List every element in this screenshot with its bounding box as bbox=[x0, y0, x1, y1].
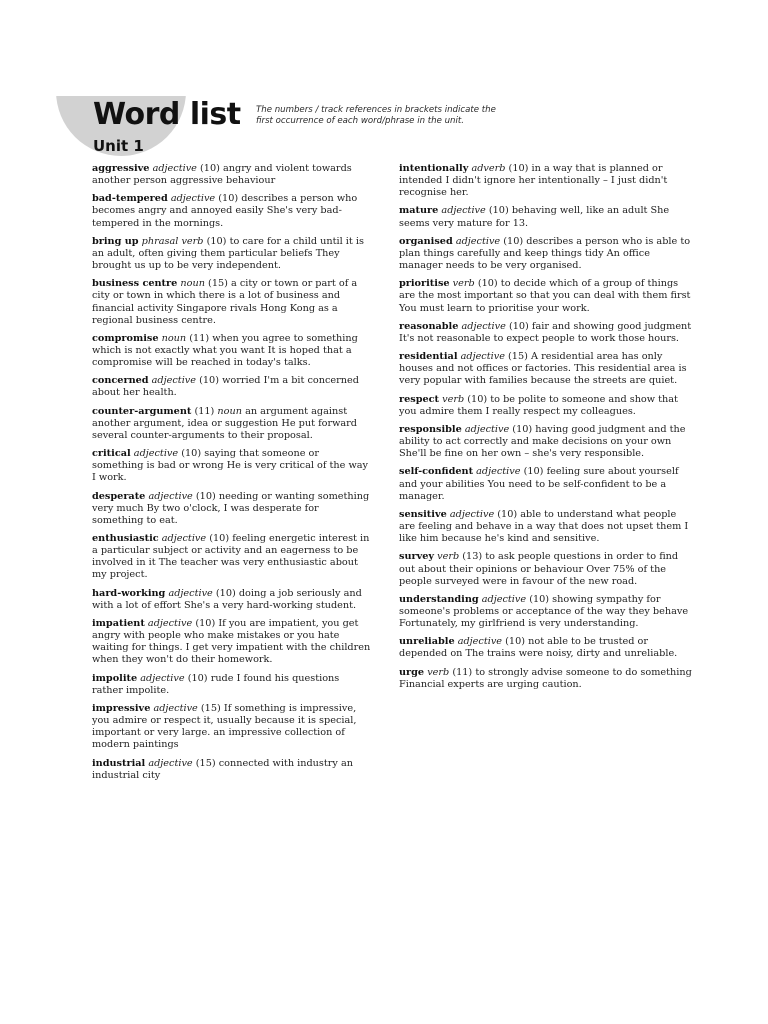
entry-definition: able to understand what people are feeling and behave in a way that does not upset them bbox=[399, 508, 682, 533]
entry-word: industrial bbox=[92, 757, 146, 769]
decorative-mask-left bbox=[0, 0, 56, 200]
entry-ref: (10) bbox=[503, 235, 524, 247]
entry-definition: worried bbox=[222, 375, 261, 387]
word-entry bbox=[92, 533, 372, 581]
word-entry bbox=[92, 618, 372, 666]
entry-word: respect bbox=[399, 393, 440, 405]
entry-ref: (10) bbox=[477, 278, 498, 290]
word-entry bbox=[399, 321, 695, 345]
word-entry bbox=[399, 394, 695, 418]
entry-pos: adjective bbox=[168, 587, 213, 599]
entry-word: urge bbox=[399, 666, 425, 678]
word-entry bbox=[399, 278, 695, 314]
entry-pos: adjective bbox=[441, 205, 486, 217]
entry-example: He put forward several counter-arguments to their proposal. bbox=[92, 417, 358, 441]
entry-ref: (10) bbox=[181, 448, 202, 460]
entry-ref: (10) bbox=[529, 593, 550, 605]
entry-definition: If you are impatient, you get angry with people who make mistakes or you hate waiting for things. bbox=[92, 618, 359, 654]
word-entry bbox=[92, 588, 372, 612]
entry-pos: noun bbox=[180, 278, 205, 290]
entry-ref: (10) bbox=[206, 235, 227, 247]
word-entry bbox=[399, 466, 695, 502]
entry-definition: rude bbox=[210, 672, 234, 684]
entry-example: I get very impatient with the children when they won't do their homework. bbox=[92, 642, 371, 666]
entry-pos: adjective bbox=[170, 193, 216, 205]
entry-pos: verb bbox=[442, 393, 465, 405]
entry-definition: to care for a child until it is an adult, often giving them particular beliefs bbox=[92, 235, 364, 259]
entry-word: critical bbox=[92, 448, 131, 460]
entry-word: mature bbox=[399, 205, 439, 217]
entry-ref: (11) bbox=[189, 332, 210, 344]
entry-example: I didn't ignore her intentionally – I just didn't recognise her. bbox=[399, 175, 668, 199]
entry-example: An office manager needs to be very organised. bbox=[399, 247, 650, 272]
entry-pos: adjective bbox=[133, 448, 179, 460]
word-entry bbox=[399, 351, 695, 387]
entry-definition: in a way that is planned or intended bbox=[399, 163, 663, 187]
entry-pos: adjective bbox=[449, 508, 495, 520]
entry-ref: (10) bbox=[505, 636, 526, 648]
page-title: Word list bbox=[93, 97, 241, 132]
entry-example: I like him because he's kind and sensitive. bbox=[399, 521, 689, 545]
entry-example: Singapore rivals Hong Kong as a regional business centre. bbox=[92, 302, 338, 326]
entry-ref: (10) bbox=[209, 533, 230, 545]
entry-definition: having good judgment and the ability to act correctly and make decisions on your own bbox=[399, 424, 686, 448]
entry-example: Financial experts are urging caution. bbox=[399, 678, 582, 690]
entry-ref: (10) bbox=[215, 587, 236, 599]
word-entry bbox=[92, 758, 372, 782]
entry-definition: doing a job seriously and with a lot of effort bbox=[92, 587, 362, 611]
entry-pos: adjective bbox=[153, 703, 198, 714]
word-entry bbox=[92, 278, 372, 326]
entry-pos: adjective bbox=[481, 593, 527, 605]
word-entry bbox=[399, 236, 695, 272]
entry-word: organised bbox=[399, 235, 453, 247]
entry-definition: feeling energetic interest in a particular subject or activity and an eagerness to be involved in it bbox=[92, 533, 370, 569]
entry-example: He is very critical of the way I work. bbox=[92, 460, 369, 484]
word-entry bbox=[399, 424, 695, 460]
entry-word: concerned bbox=[92, 375, 149, 387]
entry-pos: adjective bbox=[461, 320, 506, 332]
entry-definition: connected with industry bbox=[218, 757, 338, 769]
entry-definition: fair and showing good judgment bbox=[531, 320, 692, 332]
entry-word: aggressive bbox=[92, 163, 150, 174]
entry-ref: (10) bbox=[497, 508, 518, 520]
entry-pos: adverb bbox=[471, 163, 506, 174]
entry-pos: adjective bbox=[476, 466, 521, 478]
entry-ref: (11) bbox=[194, 405, 215, 417]
left-column bbox=[92, 163, 372, 788]
entry-definition: saying that someone or something is bad or wrong bbox=[92, 448, 320, 472]
word-entry bbox=[399, 636, 695, 660]
entry-example: This residential area is very popular with families because the streets are quiet. bbox=[399, 363, 687, 387]
entry-word: hard-working bbox=[92, 587, 166, 599]
decorative-mask bbox=[0, 0, 768, 96]
entry-ref: (10) bbox=[467, 393, 488, 405]
word-entry bbox=[92, 703, 372, 751]
entry-example: It is hoped that a compromise will be reached in today's talks. bbox=[92, 344, 352, 369]
entry-pos: verb bbox=[452, 278, 475, 290]
entry-word: responsible bbox=[399, 424, 462, 435]
entry-pos: adjective bbox=[464, 424, 510, 435]
entry-example: aggressive behaviour bbox=[170, 175, 276, 187]
entry-definition: not able to be trusted or depended on bbox=[399, 636, 648, 660]
entry-definition: describes a person who is able to plan things carefully and keep things tidy bbox=[399, 235, 691, 259]
entry-word: understanding bbox=[399, 593, 479, 605]
entry-pos: adjective bbox=[455, 235, 501, 247]
entry-ref: (10) bbox=[218, 193, 239, 205]
entry-example: It's not reasonable to expect people to work those hours. bbox=[399, 332, 680, 344]
entry-definition: needing or wanting something very much bbox=[92, 490, 370, 514]
entry-pos: adjective bbox=[152, 163, 197, 174]
entry-example: I'm a bit concerned about her health. bbox=[92, 375, 359, 399]
word-entry bbox=[399, 667, 695, 691]
entry-definition: to decide which of a group of things are the most important so that you can deal with them first bbox=[399, 278, 691, 302]
entry-example: You need to be self-confident to be a manager. bbox=[399, 478, 667, 502]
entry-example: The trains were noisy, dirty and unreliable. bbox=[465, 648, 678, 660]
entry-definition: describes a person who becomes angry and annoyed easily bbox=[92, 193, 358, 217]
entry-ref: (10) bbox=[195, 490, 216, 502]
entry-word: prioritise bbox=[399, 278, 450, 290]
entry-word: compromise bbox=[92, 332, 159, 344]
entry-pos: adjective bbox=[147, 618, 193, 630]
entry-pos: adjective bbox=[148, 757, 193, 769]
entry-definition: A residential area has only houses and not offices or factories. bbox=[399, 351, 663, 375]
entry-word: desperate bbox=[92, 490, 146, 502]
word-entry bbox=[399, 163, 695, 199]
entry-pos: adjective bbox=[140, 672, 185, 684]
entry-example: an impressive collection of modern paintings bbox=[92, 727, 345, 751]
entry-word: bring up bbox=[92, 235, 139, 247]
entry-pos: noun bbox=[161, 332, 187, 344]
page-header bbox=[93, 98, 241, 132]
entry-definition: feeling sure about yourself and your abilities bbox=[399, 466, 679, 490]
word-entry bbox=[92, 193, 372, 229]
entry-word: counter-argument bbox=[92, 405, 192, 417]
entry-example: I found his questions rather impolite. bbox=[92, 672, 340, 696]
entry-example: The teacher was very enthusiastic about my project. bbox=[92, 557, 358, 581]
entry-definition: to strongly advise someone to do something bbox=[475, 666, 692, 678]
word-entry bbox=[399, 509, 695, 545]
entry-definition: showing sympathy for someone's problems or acceptance of the way they behave bbox=[399, 593, 689, 617]
entry-ref: (15) bbox=[200, 703, 221, 714]
entry-example: They brought us up to be very independent. bbox=[92, 247, 340, 272]
entry-example: She's a very hard-working student. bbox=[183, 599, 357, 611]
entry-definition: angry and violent towards another person bbox=[92, 163, 352, 187]
entry-example: an industrial city bbox=[92, 757, 353, 781]
entry-pos: adjective bbox=[161, 533, 207, 545]
entry-pos: verb bbox=[437, 551, 460, 563]
word-entry bbox=[92, 236, 372, 272]
word-entry bbox=[399, 594, 695, 630]
entry-word: impatient bbox=[92, 618, 145, 630]
entry-example: I really respect my colleagues. bbox=[485, 405, 636, 417]
word-entry bbox=[92, 673, 372, 697]
entry-example: She'll be fine on her own – she's very responsible. bbox=[399, 448, 645, 460]
entry-ref: (13) bbox=[462, 551, 483, 563]
entry-word: enthusiastic bbox=[92, 533, 159, 545]
entry-pos: adjective bbox=[460, 351, 505, 363]
entry-example: She seems very mature for 13. bbox=[399, 205, 670, 229]
entry-word: impolite bbox=[92, 672, 138, 684]
entry-pos: adjective bbox=[148, 490, 193, 502]
entry-ref: (10) bbox=[195, 618, 216, 630]
word-entry bbox=[92, 406, 372, 442]
entry-ref: (10) bbox=[508, 320, 529, 332]
entry-example: She's very bad-tempered in the mornings. bbox=[92, 205, 342, 229]
entry-ref: (10) bbox=[508, 163, 529, 174]
entry-word: self-confident bbox=[399, 466, 474, 478]
entry-word: reasonable bbox=[399, 320, 459, 332]
entry-ref: (10) bbox=[187, 672, 208, 684]
entry-ref: (15) bbox=[195, 757, 216, 769]
entry-word: bad-tempered bbox=[92, 193, 168, 205]
entry-definition: If something is impressive, you admire or respect it, usually because it is special, important or very large. bbox=[92, 703, 357, 739]
unit-heading: Unit 1 bbox=[93, 137, 144, 155]
entry-example: By two o'clock, I was desperate for something to eat. bbox=[92, 502, 319, 526]
entry-definition: a city or town or part of a city or town in which there is a lot of business and financial activity bbox=[92, 278, 358, 314]
entry-ref: (10) bbox=[200, 163, 220, 174]
entry-word: business centre bbox=[92, 278, 178, 290]
word-entry bbox=[399, 205, 695, 229]
right-column bbox=[399, 163, 695, 697]
entry-example: Over 75% of the people surveyed were in favour of the new road. bbox=[399, 563, 667, 587]
entry-pos: adjective bbox=[457, 636, 503, 648]
header-note: The numbers / track references in brackets indicate the first occurrence of each word/phrase in the unit. bbox=[256, 105, 496, 126]
entry-word: impressive bbox=[92, 703, 151, 714]
entry-word: sensitive bbox=[399, 508, 447, 520]
entry-definition: when you agree to something which is not exactly what you want bbox=[92, 332, 358, 356]
entry-ref: (15) bbox=[508, 351, 528, 363]
entry-ref: (10) bbox=[523, 466, 544, 478]
entry-ref: (10) bbox=[512, 424, 533, 435]
entry-ref: (15) bbox=[208, 278, 228, 290]
entry-word: unreliable bbox=[399, 636, 455, 648]
word-entry bbox=[92, 163, 372, 187]
word-entry bbox=[399, 551, 695, 587]
entry-pos: verb bbox=[427, 666, 450, 678]
entry-example: You must learn to prioritise your work. bbox=[399, 302, 590, 314]
entry-definition: behaving well, like an adult bbox=[511, 205, 648, 217]
entry-definition: an argument against another argument, idea or suggestion bbox=[92, 405, 348, 429]
entry-example: Fortunately, my girlfriend is very understanding. bbox=[399, 618, 639, 630]
word-entry bbox=[92, 333, 372, 369]
entry-word: intentionally bbox=[399, 163, 469, 174]
entry-ref: (10) bbox=[199, 375, 219, 387]
entry-ref: (10) bbox=[488, 205, 509, 217]
word-entry bbox=[92, 375, 372, 399]
entry-word: residential bbox=[399, 351, 458, 363]
entry-pos: phrasal verb bbox=[141, 235, 204, 247]
word-entry bbox=[92, 448, 372, 484]
entry-pos: noun bbox=[217, 405, 242, 417]
entry-pos: adjective bbox=[151, 375, 196, 387]
entry-ref: (11) bbox=[452, 666, 473, 678]
entry-definition: to be polite to someone and show that you admire them bbox=[399, 393, 678, 417]
entry-definition: to ask people questions in order to find out about their opinions or behaviour bbox=[399, 551, 679, 575]
word-entry bbox=[92, 491, 372, 527]
entry-word: survey bbox=[399, 551, 435, 563]
